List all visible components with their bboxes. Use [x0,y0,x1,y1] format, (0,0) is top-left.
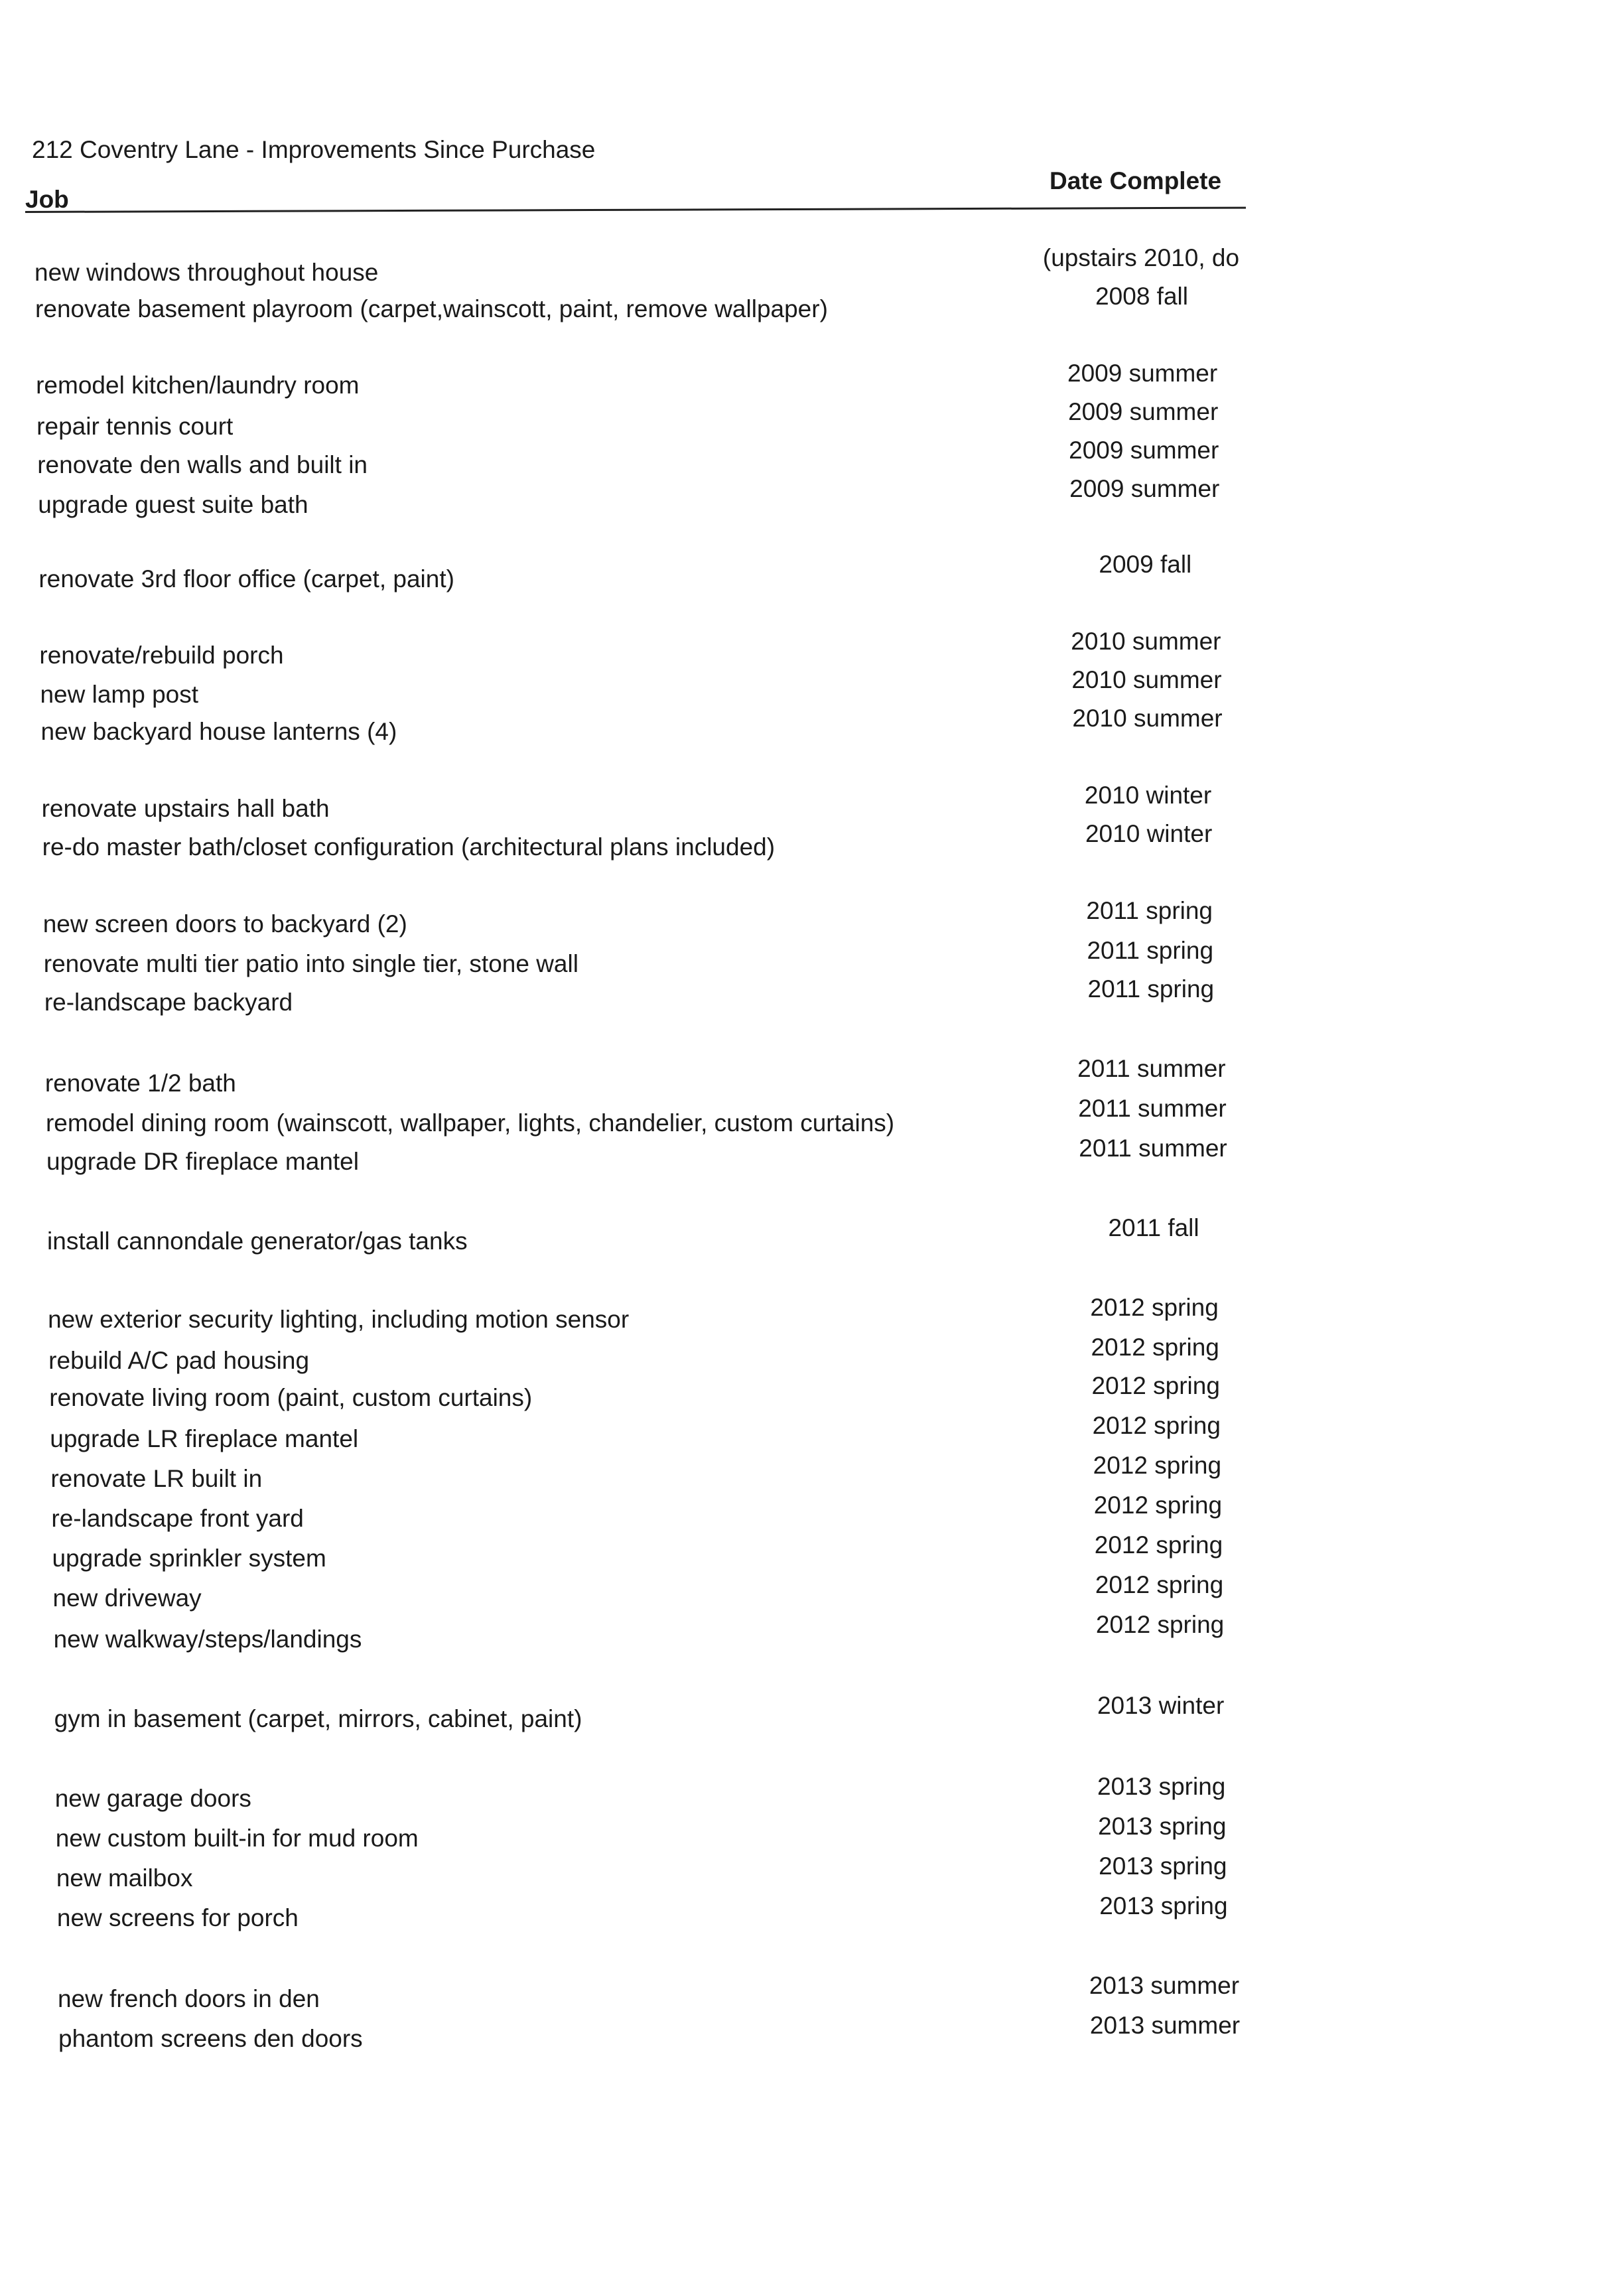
job-item: remodel kitchen/laundry room [36,372,360,399]
job-item: re-landscape backyard [44,989,293,1016]
date-complete-value: 2013 summer [1089,1972,1240,1999]
job-item: new driveway [52,1584,202,1612]
date-complete-value: 2009 summer [1069,475,1220,502]
date-complete-value: 2011 summer [1078,1095,1227,1122]
date-complete-value: 2011 summer [1079,1135,1227,1162]
job-column-header: Job [25,186,69,213]
job-item: new garage doors [54,1785,251,1812]
job-item: new walkway/steps/landings [53,1626,362,1653]
job-item: renovate/rebuild porch [39,642,284,669]
date-complete-value: 2012 spring [1091,1372,1220,1399]
job-item: new screen doors to backyard (2) [42,910,407,938]
job-item: upgrade LR fireplace mantel [50,1425,359,1452]
job-item: new lamp post [40,681,199,708]
date-complete-value: 2009 summer [1069,437,1219,464]
job-item: renovate den walls and built in [37,451,368,478]
job-item: repair tennis court [36,413,234,440]
date-complete-value: 2011 summer [1077,1055,1226,1082]
date-complete-value: 2013 spring [1097,1773,1226,1800]
date-complete-value: 2013 summer [1089,2012,1241,2039]
job-item: new windows throughout house [34,259,379,286]
job-item: upgrade guest suite bath [38,491,308,518]
job-item: new custom built-in for mud room [55,1825,419,1852]
date-complete-value: 2009 fall [1099,551,1192,578]
date-complete-value: 2010 summer [1072,705,1223,732]
job-item: gym in basement (carpet, mirrors, cabinet, paint) [54,1705,582,1732]
job-item: renovate 3rd floor office (carpet, paint) [38,565,454,592]
date-complete-value: 2012 spring [1093,1492,1223,1519]
date-complete-value: 2010 winter [1085,820,1213,847]
date-complete-value: 2010 summer [1071,666,1222,693]
date-complete-value: (upstairs 2010, do [1042,244,1240,271]
date-complete-value: 2013 winter [1097,1692,1225,1719]
job-item: phantom screens den doors [58,2025,363,2052]
date-complete-value: 2011 fall [1108,1214,1199,1241]
job-item: renovate upstairs hall bath [41,795,330,822]
date-complete-value: 2008 fall [1095,283,1188,310]
date-complete-value: 2012 spring [1092,1412,1221,1439]
job-item: new screens for porch [56,1904,299,1931]
date-complete-value: 2012 spring [1094,1531,1223,1559]
date-column-header: Date Complete [1049,167,1222,194]
date-complete-value: 2011 spring [1086,897,1213,924]
date-complete-value: 2009 summer [1067,360,1218,387]
job-item: renovate 1/2 bath [44,1070,236,1097]
job-item: re-landscape front yard [51,1505,304,1532]
job-item: renovate basement playroom (carpet,wainscott, paint, remove wallpaper) [35,295,828,322]
job-item: new french doors in den [57,1985,320,2012]
job-item: re-do master bath/closet configuration (architectural plans included) [42,833,776,861]
date-complete-value: 2012 spring [1091,1334,1219,1361]
job-item: renovate living room (paint, custom curtains) [49,1384,533,1411]
job-item: upgrade sprinkler system [52,1545,326,1572]
job-item: new exterior security lighting, including motion sensor [48,1306,630,1333]
date-complete-value: 2013 spring [1098,1813,1227,1840]
date-complete-value: 2012 spring [1095,1571,1224,1598]
date-complete-value: 2012 spring [1095,1611,1225,1638]
job-item: renovate LR built in [50,1465,263,1492]
date-complete-value: 2012 spring [1090,1294,1219,1321]
job-item: rebuild A/C pad housing [48,1347,310,1374]
date-complete-value: 2009 summer [1068,398,1219,425]
date-complete-value: 2011 spring [1087,975,1215,1003]
job-item: new mailbox [56,1864,193,1892]
date-complete-value: 2012 spring [1093,1452,1222,1479]
job-item: upgrade DR fireplace mantel [46,1148,359,1175]
date-complete-value: 2010 winter [1084,782,1212,809]
job-item: new backyard house lanterns (4) [40,718,397,745]
job-item: renovate multi tier patio into single tier, stone wall [43,950,578,977]
job-item: install cannondale generator/gas tanks [47,1227,468,1255]
date-complete-value: 2011 spring [1087,937,1214,964]
date-complete-value: 2013 spring [1099,1852,1227,1880]
date-complete-value: 2010 summer [1071,628,1221,655]
job-item: remodel dining room (wainscott, wallpaper, lights, chandelier, custom curtains) [45,1109,895,1137]
document-title: 212 Coventry Lane - Improvements Since Purchase [32,136,596,163]
date-complete-value: 2013 spring [1099,1892,1228,1919]
